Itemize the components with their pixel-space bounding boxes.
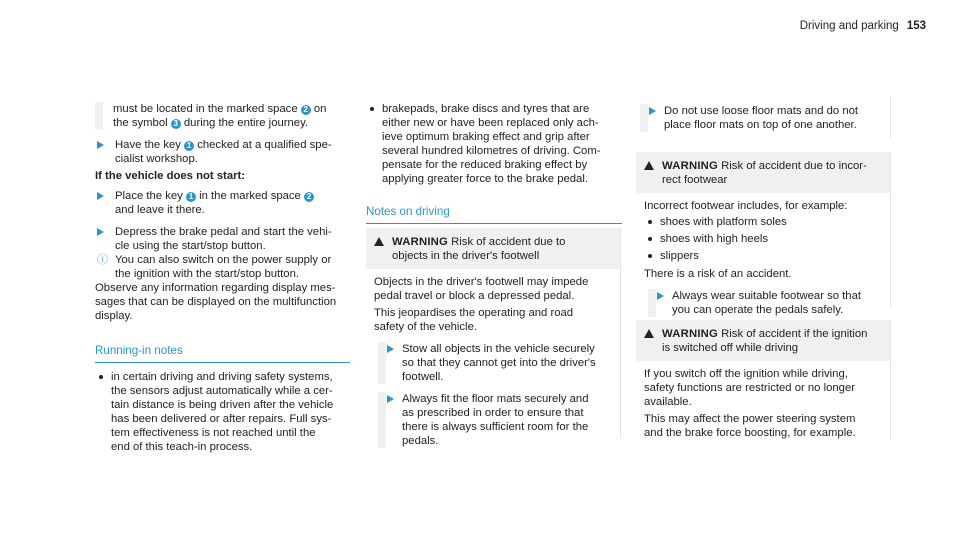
warning-body: Objects in the driver's footwell may impede pedal travel or block a depressed pedal. This jeopardises the operating and road safety of the vehicle. Stow all objects in the vehicle securely so that they cannot get into the driver's footwell. Always fit the floor mats securely and as prescribed in order to ensure that there is always sufficient room for the pedals. [366,269,620,448]
list-item: shoes with platform soles [644,215,882,229]
step-arrow-icon [387,345,394,353]
step-arrow-icon [97,192,104,200]
info-note: ⓘ You can also switch on the power supply or the ignition with the start/stop button. [97,254,332,280]
marker-1-icon: 1 [186,192,196,202]
step-no-loose-mats: Do not use loose floor mats and do not place floor mats on top of one another. [636,104,890,132]
notes-on-driving-heading: Notes on driving [366,205,622,224]
page-number: 153 [906,20,926,32]
step-stow-objects: Stow all objects in the vehicle securely so that they cannot get into the driver's footwell. [374,342,612,384]
step-wear-footwear: Always wear suitable footwear so that you can operate the pedals safely. [644,289,882,317]
step-arrow-icon [387,395,394,403]
warning-triangle-icon [644,329,654,338]
step-arrow-icon [657,292,664,300]
marker-3-icon: 3 [171,119,181,129]
warning-header: WARNING Risk of accident due to objects in the driver's footwell [366,228,620,269]
marker-2-icon: 2 [301,105,311,115]
warning-ignition [636,320,891,440]
marker-1-icon: 1 [184,141,194,151]
header-section-title: Driving and parking [799,20,899,32]
list-item: shoes with high heels [644,232,882,246]
warning-triangle-icon [374,237,384,246]
step-depress-brake: Depress the brake pedal and start the vehi- cle using the start/stop button. [95,225,365,253]
step-arrow-icon [649,107,656,115]
list-item: slippers [644,249,882,263]
warning-footwear [636,152,891,316]
running-in-heading: Running-in notes [95,344,350,363]
marker-2-icon: 2 [304,192,314,202]
warning-label: WARNING [392,236,448,248]
info-icon: ⓘ [97,254,108,266]
step-fit-floor-mats: Always fit the floor mats securely and as prescribed in order to ensure that there is always sufficient room for the pedals. [374,392,612,448]
brake-bullet: brakepads, brake discs and tyres that are either new or have been replaced only ach- ieve optimum braking effect and grip after several hundred kilometres of driving. Com- pensate for the reduced braking effect by applying greater force to the brake pedal. [366,102,632,186]
warning-label: WARNING [662,328,718,340]
continued-step: must be located in the marked space 2 on the symbol 3 during the entire journey. [95,102,363,130]
if-not-start-heading: If the vehicle does not start: [95,170,246,182]
step-place-key: Place the key 1 in the marked space 2 and leave it there. [95,189,365,217]
running-header [800,19,926,33]
warning-body: If you switch off the ignition while driving, safety functions are restricted or no longer available. This may affect the power steering system and the brake force boosting, for example. [644,368,856,439]
warning-header: WARNING Risk of accident due to incor- rect footwear [636,152,890,193]
step-arrow-icon [97,141,104,149]
warning-body: Incorrect footwear includes, for example: shoes with platform soles shoes with high heels slippers There is a risk of an accident. Always wear suitable footwear so that you can operate the pedals safely. [636,193,890,317]
warning-label: WARNING [662,160,718,172]
warning-footwell-continued [636,96,891,138]
warning-triangle-icon [644,161,654,170]
running-in-bullet: in certain driving and driving safety systems, the sensors adjust automatically while a cer- tain distance is being driven after the vehicle has been delivered or after repairs. Full sys- tem effectiveness is not reached until the end of this teach-in process. [95,370,361,454]
warning-header: WARNING Risk of accident if the ignition is switched off while driving [636,320,890,361]
step-arrow-icon [97,228,104,236]
step-have-key-checked: Have the key 1 checked at a qualified spe- cialist workshop. [95,138,365,166]
warning-footwell [366,228,621,447]
observe-paragraph: Observe any information regarding display mes- sages that can be displayed on the multifunction display. [95,282,337,322]
